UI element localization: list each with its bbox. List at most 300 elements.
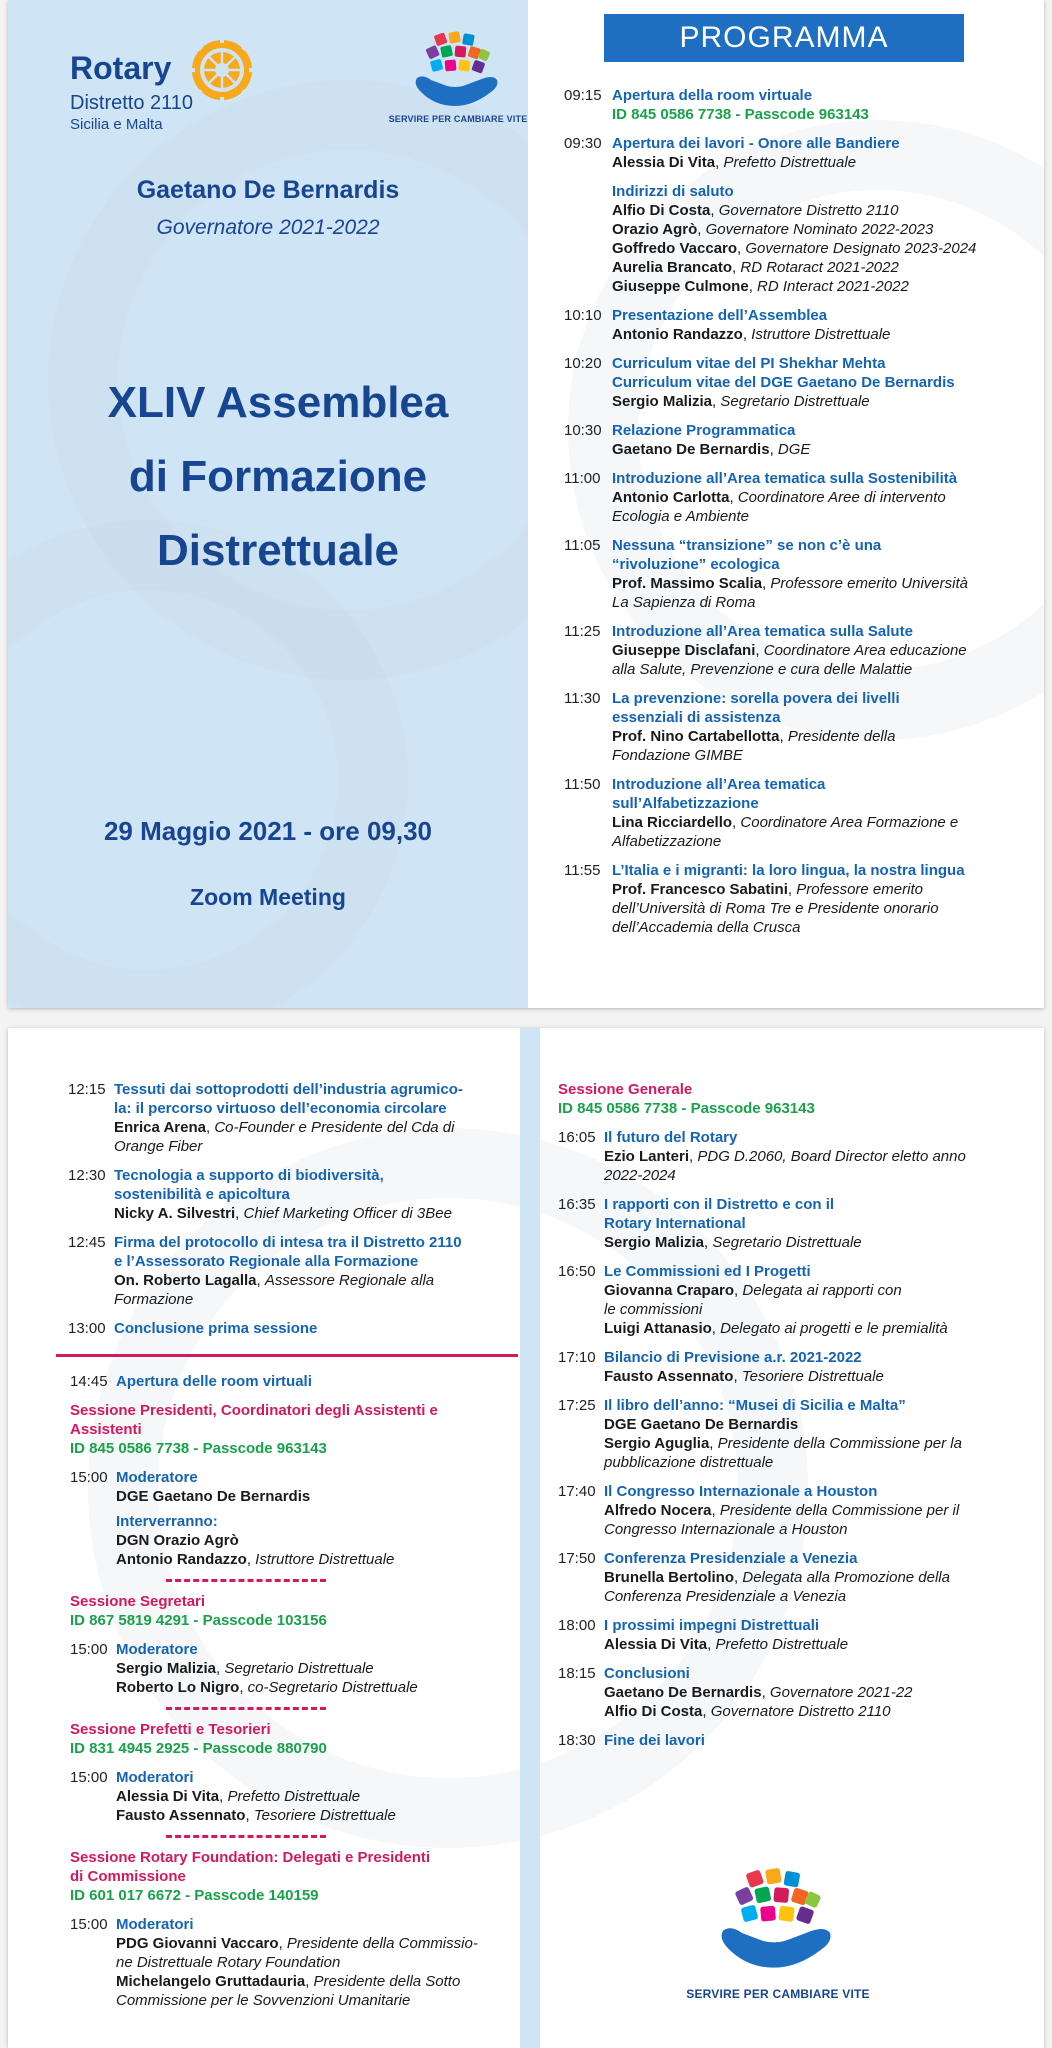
entry-body xyxy=(604,1616,1018,1654)
event-title xyxy=(8,366,548,588)
person-name: Enrica Arena xyxy=(114,1119,206,1136)
person-role: Coordinatore Aree di intervento xyxy=(737,489,946,506)
entry-body xyxy=(116,1640,520,1697)
schedule-entry xyxy=(68,1233,518,1309)
session-name: Sessione Rotary Foundation: Delegati e Presidenti xyxy=(70,1849,431,1866)
person-line: Alessia Di Vita, Prefetto Distrettuale xyxy=(612,154,857,171)
globe-hand-icon xyxy=(413,30,503,112)
person-line: Antonio Carlotta, Coordinatore Aree di intervento xyxy=(612,489,946,506)
governor-title: Governatore 2021-2022 xyxy=(156,216,380,239)
person-line xyxy=(116,1487,520,1506)
entry-time: 10:20 xyxy=(564,355,602,372)
slogan-text: SERVIRE PER CAMBIARE VITE xyxy=(388,114,528,124)
session-header xyxy=(70,1848,520,1905)
entry-body xyxy=(116,1768,520,1825)
person-role: Governatore Designato 2023-2024 xyxy=(745,240,977,257)
session-name: Sessione Presidenti, Coordinatori degli Assistenti e xyxy=(70,1402,438,1419)
person-role: RD Rotaract 2021-2022 xyxy=(740,259,899,276)
entry-body xyxy=(612,536,1034,612)
meeting-id: ID 601 017 6672 - Passcode 140159 xyxy=(70,1887,319,1904)
person-line: Alfio Di Costa, Governatore Distretto 2110 xyxy=(612,202,899,219)
globe-hand-icon xyxy=(718,1866,838,1976)
entry-time: 11:55 xyxy=(564,862,601,879)
schedule-entry xyxy=(558,1262,1018,1338)
person-name: Alessia Di Vita xyxy=(612,154,716,171)
schedule-entry xyxy=(564,622,1034,679)
person-role: Segretario Distrettuale xyxy=(712,1234,862,1251)
session-name: Sessione Segretari xyxy=(70,1593,206,1610)
entry-title: Indirizzi di saluto xyxy=(612,183,734,200)
page-schedule xyxy=(8,1028,1044,2048)
person-role: Professore emerito xyxy=(796,881,923,898)
entry-time: 16:50 xyxy=(558,1263,596,1280)
person-role: Co-Founder e Presidente del Cda di xyxy=(214,1119,455,1136)
person-line: Gaetano De Bernardis, DGE xyxy=(612,441,811,458)
entry-time: 18:30 xyxy=(558,1732,596,1749)
entry-body xyxy=(116,1915,520,2010)
person-role: Segretario Distrettuale xyxy=(224,1660,374,1677)
schedule-entry xyxy=(68,1319,518,1338)
person-role: co-Segretario Distrettuale xyxy=(247,1679,418,1696)
event-title-line: di Formazione xyxy=(128,452,428,501)
entry-title: Firma del protocollo di intesa tra il Distretto 2110 xyxy=(114,1234,462,1251)
person-name: Alfio Di Costa xyxy=(604,1703,703,1720)
entry-note: dell’Università di Roma Tre e Presidente onorario xyxy=(612,900,939,917)
entry-title: Introduzione all’Area tematica sulla Salute xyxy=(612,623,913,640)
person-name: Prof. Nino Cartabellotta xyxy=(612,728,780,745)
person-role: Presidente della Commissione per il xyxy=(719,1502,960,1519)
entry-title: Moderatore xyxy=(116,1469,198,1486)
person-line: Prof. Francesco Sabatini, Professore emerito xyxy=(612,881,923,898)
entry-time: 09:15 xyxy=(564,87,602,104)
entry-time: 12:30 xyxy=(68,1167,106,1184)
entry-title: Apertura delle room virtuali xyxy=(116,1373,312,1390)
person-role: Chief Marketing Officer di 3Bee xyxy=(243,1205,452,1222)
person-line: Prof. Nino Cartabellotta, Presidente della xyxy=(612,728,896,745)
person-note: le commissioni xyxy=(604,1301,703,1318)
entry-time: 14:45 xyxy=(70,1373,108,1390)
person-name: Giuseppe Disclafani xyxy=(612,642,756,659)
entry-time: 11:25 xyxy=(564,623,601,640)
person-line: Alessia Di Vita, Prefetto Distrettuale xyxy=(604,1636,849,1653)
person-name: Prof. Massimo Scalia xyxy=(612,575,763,592)
entry-body xyxy=(114,1166,518,1223)
entry-time: 11:00 xyxy=(564,470,601,487)
entry-title: la: il percorso virtuoso dell’economia circolare xyxy=(114,1100,447,1117)
afternoon-sessions xyxy=(70,1372,520,2020)
schedule-entry xyxy=(564,689,1034,765)
person-role: Tesoriere Distrettuale xyxy=(741,1368,884,1385)
person-name: Orazio Agrò xyxy=(612,221,698,238)
person-name: DGN Orazio Agrò xyxy=(116,1532,239,1549)
entry-body xyxy=(612,421,1034,459)
entry-title: Tessuti dai sottoprodotti dell’industria agrumico- xyxy=(114,1081,463,1098)
entry-time: 15:00 xyxy=(70,1641,108,1658)
schedule-entry xyxy=(564,775,1034,851)
entry-title: sostenibilità e apicoltura xyxy=(114,1186,290,1203)
entry-title: Apertura dei lavori - Onore alle Bandiere xyxy=(612,135,900,152)
schedule-entry xyxy=(558,1128,1018,1185)
event-title-line: XLIV Assemblea xyxy=(107,378,449,427)
entry-time: 17:40 xyxy=(558,1483,596,1500)
person-name: Giuseppe Culmone xyxy=(612,278,749,295)
entry-time: 16:35 xyxy=(558,1196,596,1213)
schedule-entry xyxy=(564,306,1034,344)
schedule-entry xyxy=(558,1482,1018,1539)
person-role: Coordinatore Area educazione xyxy=(763,642,967,659)
entry-note: alla Salute, Prevenzione e cura delle Malattie xyxy=(612,661,913,678)
person-line: Nicky A. Silvestri, Chief Marketing Officer di 3Bee xyxy=(114,1205,452,1222)
person-note: Conferenza Presidenziale a Venezia xyxy=(604,1588,847,1605)
entry-body xyxy=(604,1482,1018,1539)
entry-title: Rotary International xyxy=(604,1215,746,1232)
meeting-id: ID 867 5819 4291 - Passcode 103156 xyxy=(70,1612,327,1629)
person-line: Lina Ricciardello, Coordinatore Area Formazione e xyxy=(612,814,959,831)
person-name: Antonio Carlotta xyxy=(612,489,730,506)
entry-time: 09:30 xyxy=(564,135,602,152)
meeting-id: ID 845 0586 7738 - Passcode 963143 xyxy=(612,106,869,123)
person-line: Giovanna Craparo, Delegata ai rapporti con xyxy=(604,1282,902,1299)
person-note: Congresso Internazionale a Houston xyxy=(604,1521,848,1538)
person-name: Sergio Malizia xyxy=(604,1234,705,1251)
entry-body xyxy=(604,1549,1018,1606)
session-header xyxy=(70,1592,520,1630)
person-line: Alfredo Nocera, Presidente della Commissione per il xyxy=(604,1502,960,1519)
person-line: Giuseppe Disclafani, Coordinatore Area educazione xyxy=(612,642,967,659)
programme-schedule xyxy=(564,86,1034,947)
theme-logo-bottom xyxy=(668,1866,888,2001)
meeting-id: ID 845 0586 7738 - Passcode 963143 xyxy=(558,1100,815,1117)
entry-body xyxy=(612,134,1034,172)
entry-title: Il Congresso Internazionale a Houston xyxy=(604,1483,878,1500)
entry-title: Conclusioni xyxy=(604,1665,690,1682)
entry-title: La prevenzione: sorella povera dei livelli xyxy=(612,690,900,707)
person-name: Michelangelo Gruttadauria xyxy=(116,1973,306,1990)
schedule-entry xyxy=(564,861,1034,937)
person-name: Alessia Di Vita xyxy=(116,1788,220,1805)
region-label: Sicilia e Malta xyxy=(70,116,163,133)
entry-body xyxy=(612,689,1034,765)
schedule-entry xyxy=(564,421,1034,459)
event-date: 29 Maggio 2021 - ore 09,30 xyxy=(103,816,433,846)
entry-subtitle: Interverranno: xyxy=(116,1513,218,1530)
person-role: DGE xyxy=(777,441,811,458)
event-title-line: Distrettuale xyxy=(156,526,400,575)
person-name: Ezio Lanteri xyxy=(604,1148,690,1165)
meeting-id: ID 845 0586 7738 - Passcode 963143 xyxy=(70,1440,327,1457)
person-role: Istruttore Distrettuale xyxy=(255,1551,395,1568)
schedule-entry xyxy=(70,1768,520,1825)
entry-title: Tecnologia a supporto di biodiversità, xyxy=(114,1167,384,1184)
entry-title: Introduzione all’Area tematica xyxy=(612,776,826,793)
schedule-entry xyxy=(564,182,1034,296)
person-line: Prof. Massimo Scalia, Professore emerito Università xyxy=(612,575,968,592)
person-name: Fausto Assennato xyxy=(116,1807,246,1824)
entry-note: dell’Accademia della Crusca xyxy=(612,919,801,936)
person-role: Delegata alla Promozione della xyxy=(742,1569,950,1586)
person-line: Brunella Bertolino, Delegata alla Promozione della xyxy=(604,1569,950,1586)
person-name: Alessia Di Vita xyxy=(604,1636,708,1653)
entry-title: sull’Alfabetizzazione xyxy=(612,795,759,812)
person-line: Sergio Aguglia, Presidente della Commissione per la xyxy=(604,1435,962,1452)
schedule-entry xyxy=(70,1640,520,1697)
entry-body xyxy=(612,622,1034,679)
person-role: Professore emerito Università xyxy=(770,575,968,592)
section-divider xyxy=(56,1354,518,1357)
person-role: Governatore Nominato 2022-2023 xyxy=(705,221,934,238)
person-line: Giuseppe Culmone, RD Interact 2021-2022 xyxy=(612,278,909,295)
entry-note: Ecologia e Ambiente xyxy=(612,508,750,525)
entry-title: essenziali di assistenza xyxy=(612,709,781,726)
entry-title: Le Commissioni ed I Progetti xyxy=(604,1263,811,1280)
entry-title: Nessuna “transizione” se non c’è una xyxy=(612,537,882,554)
entry-note: Orange Fiber xyxy=(114,1138,203,1155)
entry-body xyxy=(114,1080,518,1156)
entry-time: 15:00 xyxy=(70,1469,108,1486)
person-name: Gaetano De Bernardis xyxy=(612,441,770,458)
entry-title: Fine dei lavori xyxy=(604,1732,705,1749)
person-name: Luigi Attanasio xyxy=(604,1320,712,1337)
programme-header: PROGRAMMA xyxy=(604,14,964,62)
rotary-logo xyxy=(70,34,290,134)
entry-body xyxy=(114,1233,518,1309)
governor-name: Gaetano De Bernardis xyxy=(136,176,400,204)
person-role: Segretario Distrettuale xyxy=(720,393,870,410)
entry-note: Fondazione GIMBE xyxy=(612,747,743,764)
schedule-entry xyxy=(70,1915,520,2010)
entry-time: 15:00 xyxy=(70,1769,108,1786)
schedule-entry xyxy=(558,1396,1018,1472)
entry-time: 17:50 xyxy=(558,1550,596,1567)
person-line: Antonio Randazzo, Istruttore Distrettuale xyxy=(116,1551,395,1568)
person-line: Luigi Attanasio, Delegato ai progetti e le premialità xyxy=(604,1320,948,1337)
person-role: Presidente della Commissione per la xyxy=(717,1435,962,1452)
person-name: Antonio Randazzo xyxy=(116,1551,247,1568)
person-role: Presidente della Sotto xyxy=(313,1973,461,1990)
entry-time: 17:25 xyxy=(558,1397,596,1414)
entry-body xyxy=(612,86,1034,124)
schedule-entry xyxy=(558,1195,1018,1252)
entry-title: Il libro dell’anno: “Musei di Sicilia e Malta” xyxy=(604,1397,906,1414)
page-cover xyxy=(8,0,1044,1008)
theme-logo xyxy=(378,30,538,140)
entry-title: Introduzione all’Area tematica sulla Sostenibilità xyxy=(612,470,958,487)
entry-title: “rivoluzione” ecologica xyxy=(612,556,780,573)
person-role: PDG D.2060, Board Director eletto anno xyxy=(697,1148,966,1165)
entry-title: Moderatori xyxy=(116,1769,194,1786)
person-name: Sergio Malizia xyxy=(612,393,713,410)
session-name: Sessione Prefetti e Tesorieri xyxy=(70,1721,271,1738)
person-line: PDG Giovanni Vaccaro, Presidente della Commissio- xyxy=(116,1935,478,1952)
person-line: Gaetano De Bernardis, Governatore 2021-22 xyxy=(604,1684,913,1701)
schedule-entry xyxy=(558,1664,1018,1721)
schedule-entry xyxy=(564,354,1034,411)
person-role: Assessore Regionale alla xyxy=(264,1272,435,1289)
person-role: Delegata ai rapporti con xyxy=(742,1282,902,1299)
schedule-entry xyxy=(558,1731,1018,1750)
person-line: Roberto Lo Nigro, co-Segretario Distrettuale xyxy=(116,1679,418,1696)
entry-title: Relazione Programmatica xyxy=(612,422,796,439)
person-name: Goffredo Vaccaro xyxy=(612,240,738,257)
entry-title: Curriculum vitae del PI Shekhar Mehta xyxy=(612,355,886,372)
entry-body xyxy=(612,354,1034,411)
person-line: Alessia Di Vita, Prefetto Distrettuale xyxy=(116,1788,361,1805)
person-role: Istruttore Distrettuale xyxy=(751,326,891,343)
schedule-entry xyxy=(68,1166,518,1223)
session-name: Sessione Generale xyxy=(558,1081,693,1098)
person-note: Commissione per le Sovvenzioni Umanitarie xyxy=(116,1992,411,2009)
schedule-entry xyxy=(564,469,1034,526)
entry-time: 13:00 xyxy=(68,1320,106,1337)
person-role: Coordinatore Area Formazione e xyxy=(740,814,959,831)
entry-time: 12:45 xyxy=(68,1234,106,1251)
entry-title: L’Italia e i migranti: la loro lingua, la nostra lingua xyxy=(612,862,965,879)
general-entries xyxy=(558,1128,1018,1750)
person-name: Giovanna Craparo xyxy=(604,1282,735,1299)
session-header xyxy=(558,1080,1018,1118)
schedule-entry xyxy=(564,134,1034,172)
person-line: Antonio Randazzo, Istruttore Distrettuale xyxy=(612,326,891,343)
person-name: Antonio Randazzo xyxy=(612,326,743,343)
person-line xyxy=(116,1531,520,1550)
person-line: Alfio Di Costa, Governatore Distretto 2110 xyxy=(604,1703,891,1720)
person-line: On. Roberto Lagalla, Assessore Regionale alla xyxy=(114,1272,435,1289)
person-name: PDG Giovanni Vaccaro xyxy=(116,1935,279,1952)
person-name: Prof. Francesco Sabatini xyxy=(612,881,788,898)
person-role: Prefetto Distrettuale xyxy=(227,1788,361,1805)
schedule-entry xyxy=(564,536,1034,612)
entry-note: Formazione xyxy=(114,1291,194,1308)
person-line xyxy=(604,1415,1018,1434)
entry-body xyxy=(604,1731,1018,1750)
entry-time: 12:15 xyxy=(68,1081,106,1098)
person-role: RD Interact 2021-2022 xyxy=(757,278,909,295)
person-name: Nicky A. Silvestri xyxy=(114,1205,236,1222)
entry-title: Moderatori xyxy=(116,1916,194,1933)
entry-time: 18:00 xyxy=(558,1617,596,1634)
schedule-entry xyxy=(70,1468,520,1569)
entry-body xyxy=(604,1128,1018,1185)
person-name: Sergio Malizia xyxy=(116,1660,217,1677)
person-name: Brunella Bertolino xyxy=(604,1569,735,1586)
person-name: Alfio Di Costa xyxy=(612,202,711,219)
person-line: Ezio Lanteri, PDG D.2060, Board Director eletto anno xyxy=(604,1148,966,1165)
cover-panel xyxy=(8,0,528,1008)
district-label: Distretto 2110 xyxy=(70,92,194,114)
person-role: Governatore 2021-22 xyxy=(769,1684,913,1701)
person-line: Sergio Malizia, Segretario Distrettuale xyxy=(612,393,870,410)
person-name: Gaetano De Bernardis xyxy=(604,1684,762,1701)
schedule-entry xyxy=(70,1372,520,1391)
entry-title: Bilancio di Previsione a.r. 2021-2022 xyxy=(604,1349,862,1366)
event-venue: Zoom Meeting xyxy=(190,884,346,910)
person-line: Sergio Malizia, Segretario Distrettuale xyxy=(116,1660,374,1677)
rotary-wordmark: Rotary xyxy=(70,50,172,86)
person-line: Enrica Arena, Co-Founder e Presidente del Cda di xyxy=(114,1119,455,1136)
entry-note: 2022-2024 xyxy=(604,1167,676,1184)
person-name: Aurelia Brancato xyxy=(612,259,733,276)
entry-title: I rapporti con il Distretto e con il xyxy=(604,1196,835,1213)
person-name: Fausto Assennato xyxy=(604,1368,734,1385)
person-name: Sergio Aguglia xyxy=(604,1435,710,1452)
entry-body xyxy=(116,1372,520,1391)
person-role: Presidente della Commissio- xyxy=(286,1935,478,1952)
column-divider xyxy=(520,1028,540,2048)
entry-body xyxy=(114,1319,518,1338)
entry-body xyxy=(604,1195,1018,1252)
entry-body xyxy=(612,306,1034,344)
person-note: ne Distrettuale Rotary Foundation xyxy=(116,1954,341,1971)
person-note: pubblicazione distrettuale xyxy=(604,1454,774,1471)
entry-note: La Sapienza di Roma xyxy=(612,594,756,611)
person-name: Alfredo Nocera xyxy=(604,1502,712,1519)
entry-body xyxy=(612,861,1034,937)
entry-time: 16:05 xyxy=(558,1129,596,1146)
entry-body xyxy=(604,1664,1018,1721)
entry-body xyxy=(612,775,1034,851)
session-separator xyxy=(166,1707,326,1710)
person-line: Fausto Assennato, Tesoriere Distrettuale xyxy=(604,1368,884,1385)
general-session-schedule xyxy=(558,1080,1018,1760)
person-line: Fausto Assennato, Tesoriere Distrettuale xyxy=(116,1807,396,1824)
entry-body xyxy=(604,1262,1018,1338)
entry-title: Presentazione dell’Assemblea xyxy=(612,307,828,324)
entry-title: Il futuro del Rotary xyxy=(604,1129,738,1146)
meeting-id: ID 831 4945 2925 - Passcode 880790 xyxy=(70,1740,327,1757)
entry-body xyxy=(116,1468,520,1569)
person-name: DGE Gaetano De Bernardis xyxy=(604,1416,799,1433)
schedule-entry xyxy=(68,1080,518,1156)
entry-title: Conferenza Presidenziale a Venezia xyxy=(604,1550,858,1567)
entry-time: 15:00 xyxy=(70,1916,108,1933)
entry-title: Conclusione prima sessione xyxy=(114,1320,318,1337)
person-line: Sergio Malizia, Segretario Distrettuale xyxy=(604,1234,862,1251)
person-role: Prefetto Distrettuale xyxy=(715,1636,849,1653)
entry-note: Alfabetizzazione xyxy=(612,833,722,850)
person-name: Roberto Lo Nigro xyxy=(116,1679,240,1696)
session-name: di Commissione xyxy=(70,1868,186,1885)
session-separator xyxy=(166,1835,326,1838)
entry-title: Curriculum vitae del DGE Gaetano De Bernardis xyxy=(612,374,955,391)
entry-title: Apertura della room virtuale xyxy=(612,87,813,104)
person-role: Tesoriere Distrettuale xyxy=(253,1807,396,1824)
entry-time: 11:50 xyxy=(564,776,601,793)
person-line: Aurelia Brancato, RD Rotaract 2021-2022 xyxy=(612,259,899,276)
entry-body xyxy=(612,469,1034,526)
entry-body xyxy=(604,1348,1018,1386)
entry-title: e l’Assessorato Regionale alla Formazione xyxy=(114,1253,419,1270)
person-line: Goffredo Vaccaro, Governatore Designato 2023-2024 xyxy=(612,240,977,257)
schedule-entry xyxy=(558,1348,1018,1386)
morning-schedule xyxy=(68,1080,518,1348)
person-line: Orazio Agrò, Governatore Nominato 2022-2023 xyxy=(612,221,934,238)
person-name: DGE Gaetano De Bernardis xyxy=(116,1488,311,1505)
person-name: On. Roberto Lagalla xyxy=(114,1272,257,1289)
entry-time: 18:15 xyxy=(558,1665,596,1682)
schedule-entry xyxy=(558,1549,1018,1606)
entry-body xyxy=(604,1396,1018,1472)
schedule-entry xyxy=(564,86,1034,124)
schedule-entry xyxy=(558,1616,1018,1654)
person-role: Governatore Distretto 2110 xyxy=(710,1703,891,1720)
session-separator xyxy=(166,1579,326,1582)
session-name: Assistenti xyxy=(70,1421,142,1438)
person-role: Delegato ai progetti e le premialità xyxy=(720,1320,948,1337)
entry-time: 10:10 xyxy=(564,307,602,324)
entry-time: 11:30 xyxy=(564,690,601,707)
entry-title: I prossimi impegni Distrettuali xyxy=(604,1617,820,1634)
person-role: Prefetto Distrettuale xyxy=(723,154,857,171)
